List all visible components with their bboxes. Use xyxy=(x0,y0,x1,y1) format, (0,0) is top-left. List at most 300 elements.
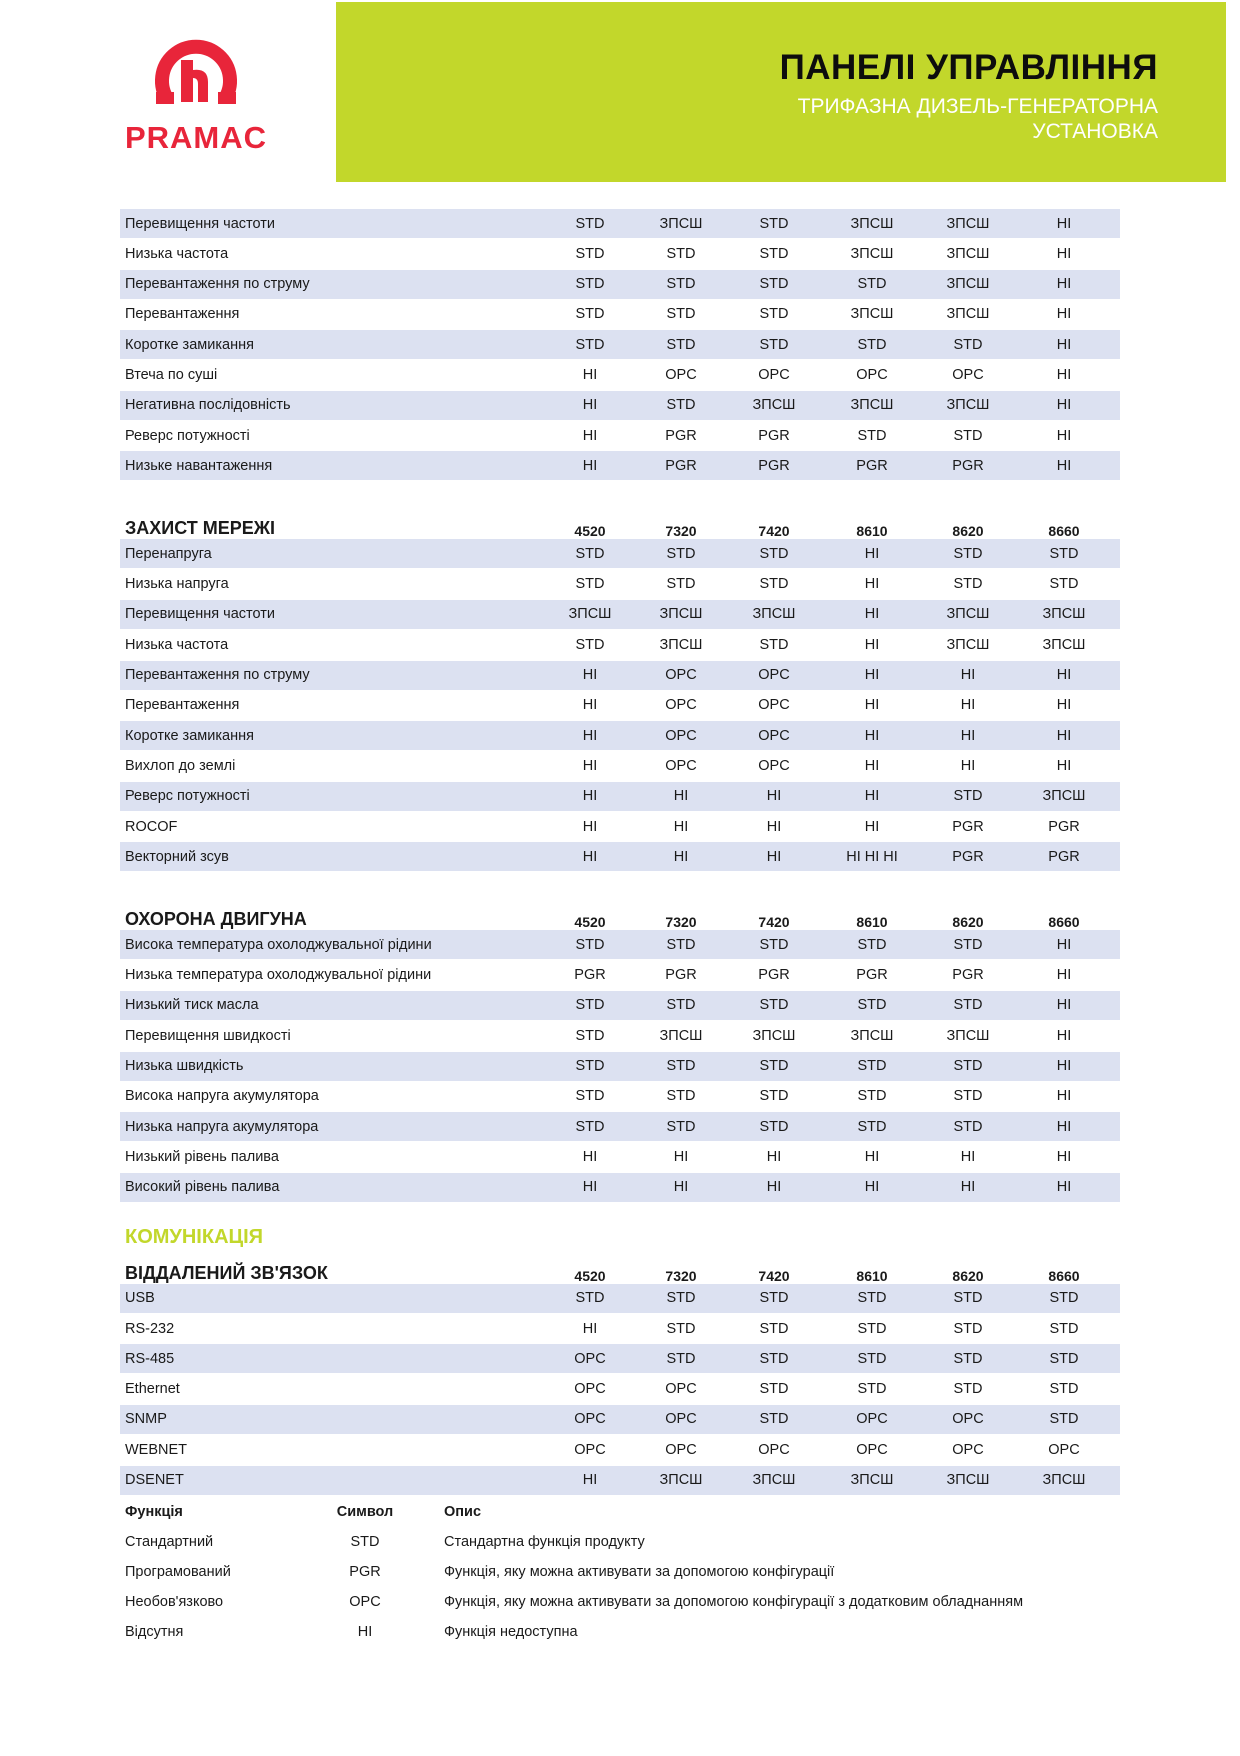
cell-col-1: НІ xyxy=(582,788,598,805)
cell-col-1: PGR xyxy=(574,967,606,984)
legend-symbol: OPC xyxy=(349,1593,381,1610)
section-title: ОХОРОНА ДВИГУНА xyxy=(125,909,307,930)
row-label: Вихлоп до землі xyxy=(125,757,236,774)
cell-col-4: PGR xyxy=(856,967,888,984)
cell-col-5: ЗПСШ xyxy=(946,215,990,232)
legend-symbol: STD xyxy=(350,1533,380,1550)
table-row xyxy=(120,570,1120,599)
generator-protection-table xyxy=(120,209,1120,480)
cell-col-4: НІ xyxy=(864,545,880,562)
cell-col-6: OPC xyxy=(1048,1441,1080,1458)
row-label: Перенапруга xyxy=(125,545,212,562)
row-label: Реверс потужності xyxy=(125,788,250,805)
table-row xyxy=(120,782,1120,811)
cell-col-3: PGR xyxy=(758,457,790,474)
row-label: Перевантаження xyxy=(125,306,240,323)
table-row xyxy=(120,1142,1120,1171)
cell-col-1: OPC xyxy=(574,1441,606,1458)
cell-col-6: STD xyxy=(1049,1290,1079,1307)
table-row xyxy=(120,1466,1120,1495)
row-label: Низька частота xyxy=(125,636,229,653)
cell-col-3: ЗПСШ xyxy=(752,1027,796,1044)
row-label: Ethernet xyxy=(125,1381,180,1398)
legend-function: Програмований xyxy=(125,1563,231,1580)
subtitle-line-2: УСТАНОВКА xyxy=(1032,120,1158,143)
cell-col-5: ЗПСШ xyxy=(946,397,990,414)
row-label: Перевищення частоти xyxy=(125,215,275,232)
cell-col-2: STD xyxy=(666,1350,696,1367)
cell-col-4: НІ xyxy=(864,1148,880,1165)
model-header-3: 7420 xyxy=(758,1267,790,1284)
cell-col-4: НІ xyxy=(864,727,880,744)
cell-col-5: OPC xyxy=(952,1411,984,1428)
engine-protection-header xyxy=(120,897,1120,930)
cell-col-4: OPC xyxy=(856,1441,888,1458)
cell-col-5: ЗПСШ xyxy=(946,636,990,653)
cell-col-2: OPC xyxy=(665,727,697,744)
cell-col-2: STD xyxy=(666,1118,696,1135)
cell-col-4: НІ xyxy=(864,576,880,593)
cell-col-5: PGR xyxy=(952,818,984,835)
table-row xyxy=(120,691,1120,720)
cell-col-6: НІ xyxy=(1056,336,1072,353)
cell-col-6: НІ xyxy=(1056,757,1072,774)
cell-col-2: OPC xyxy=(665,1411,697,1428)
cell-col-4: ЗПСШ xyxy=(850,397,894,414)
cell-col-5: STD xyxy=(953,1088,983,1105)
cell-col-3: STD xyxy=(759,306,789,323)
spec-content xyxy=(120,209,1120,1647)
cell-col-4: НІ xyxy=(864,757,880,774)
cell-col-4: ЗПСШ xyxy=(850,306,894,323)
cell-col-4: STD xyxy=(857,1290,887,1307)
table-row xyxy=(120,721,1120,750)
cell-col-3: STD xyxy=(759,1088,789,1105)
legend-symbol-header: Символ xyxy=(336,1503,394,1520)
page-title: ПАНЕЛІ УПРАВЛІННЯ xyxy=(779,48,1158,87)
cell-col-6: НІ xyxy=(1056,936,1072,953)
cell-col-2: НІ xyxy=(673,1148,689,1165)
cell-col-4: STD xyxy=(857,336,887,353)
subtitle-line-1: ТРИФАЗНА ДИЗЕЛЬ-ГЕНЕРАТОРНА xyxy=(797,95,1158,118)
cell-col-5: STD xyxy=(953,336,983,353)
row-label: SNMP xyxy=(125,1411,167,1428)
model-header-5: 8620 xyxy=(952,914,984,931)
cell-col-1: OPC xyxy=(574,1381,606,1398)
cell-col-3: STD xyxy=(759,545,789,562)
cell-col-5: STD xyxy=(953,936,983,953)
table-row xyxy=(120,991,1120,1020)
cell-col-6: НІ xyxy=(1056,1027,1072,1044)
cell-col-4: НІ xyxy=(864,606,880,623)
table-row xyxy=(120,751,1120,780)
cell-col-4: НІ xyxy=(864,818,880,835)
cell-col-6: НІ xyxy=(1056,276,1072,293)
cell-col-6: НІ xyxy=(1056,427,1072,444)
cell-col-5: STD xyxy=(953,576,983,593)
cell-col-6: STD xyxy=(1049,1320,1079,1337)
cell-col-6: НІ xyxy=(1056,997,1072,1014)
cell-col-1: OPC xyxy=(574,1411,606,1428)
row-label: Низький рівень палива xyxy=(125,1148,279,1165)
legend-header xyxy=(120,1497,1120,1527)
row-label: Висока температура охолоджувальної рідини xyxy=(125,936,432,953)
cell-col-1: НІ xyxy=(582,457,598,474)
model-header-2: 7320 xyxy=(665,523,697,540)
cell-col-6: STD xyxy=(1049,545,1079,562)
mains-protection-table xyxy=(120,539,1120,871)
cell-col-3: STD xyxy=(759,1290,789,1307)
cell-col-4: НІ xyxy=(864,636,880,653)
row-label: Низька частота xyxy=(125,245,229,262)
cell-col-4: OPC xyxy=(856,1411,888,1428)
cell-col-2: STD xyxy=(666,1290,696,1307)
cell-col-1: STD xyxy=(575,636,605,653)
cell-col-3: OPC xyxy=(758,727,790,744)
cell-col-2: OPC xyxy=(665,757,697,774)
table-row xyxy=(120,360,1120,389)
pramac-logo xyxy=(98,22,294,154)
cell-col-3: НІ xyxy=(766,788,782,805)
cell-col-2: ЗПСШ xyxy=(659,1472,703,1488)
table-row xyxy=(120,1052,1120,1081)
cell-col-4: НІ xyxy=(864,697,880,714)
table-row xyxy=(120,812,1120,841)
table-row xyxy=(120,1021,1120,1050)
cell-col-3: STD xyxy=(759,1411,789,1428)
row-label: ROCOF xyxy=(125,818,178,835)
cell-col-5: ЗПСШ xyxy=(946,276,990,293)
cell-col-6: ЗПСШ xyxy=(1042,1472,1086,1488)
row-label: Реверс потужності xyxy=(125,427,250,444)
cell-col-6: НІ xyxy=(1056,1118,1072,1135)
row-label: Низький тиск масла xyxy=(125,997,259,1014)
row-label: Коротке замикання xyxy=(125,727,254,744)
cell-col-1: НІ xyxy=(582,818,598,835)
legend-function: Відсутня xyxy=(125,1623,184,1640)
cell-col-1: STD xyxy=(575,245,605,262)
row-label: Перевантаження по струму xyxy=(125,667,310,684)
cell-col-6: STD xyxy=(1049,576,1079,593)
cell-col-2: PGR xyxy=(665,457,697,474)
table-row xyxy=(120,630,1120,659)
legend-row xyxy=(120,1587,1120,1617)
communication-title: КОМУНІКАЦІЯ xyxy=(125,1225,264,1248)
cell-col-3: STD xyxy=(759,636,789,653)
row-label: Коротке замикання xyxy=(125,336,254,353)
row-label: Перевищення частоти xyxy=(125,606,275,623)
cell-col-1: ЗПСШ xyxy=(568,606,612,623)
cell-col-5: STD xyxy=(953,1350,983,1367)
legend-symbol: НІ xyxy=(357,1623,373,1640)
cell-col-3: OPC xyxy=(758,667,790,684)
row-label: Високий рівень палива xyxy=(125,1179,280,1196)
cell-col-5: НІ xyxy=(960,1148,976,1165)
cell-col-2: ЗПСШ xyxy=(659,636,703,653)
cell-col-5: STD xyxy=(953,545,983,562)
cell-col-6: НІ xyxy=(1056,727,1072,744)
cell-col-1: НІ xyxy=(582,667,598,684)
cell-col-2: OPC xyxy=(665,1381,697,1398)
table-row xyxy=(120,1082,1120,1111)
table-row xyxy=(120,600,1120,629)
row-label: Низька швидкість xyxy=(125,1058,244,1075)
cell-col-5: STD xyxy=(953,1381,983,1398)
cell-col-1: НІ xyxy=(582,727,598,744)
cell-col-3: STD xyxy=(759,1058,789,1075)
cell-col-1: STD xyxy=(575,576,605,593)
table-row xyxy=(120,961,1120,990)
cell-col-1: STD xyxy=(575,1290,605,1307)
cell-col-2: STD xyxy=(666,1088,696,1105)
table-row xyxy=(120,1405,1120,1434)
cell-col-6: PGR xyxy=(1048,848,1080,865)
table-row xyxy=(120,1284,1120,1313)
cell-col-6: НІ xyxy=(1056,1148,1072,1165)
row-label: WEBNET xyxy=(125,1441,188,1458)
model-header-6: 8660 xyxy=(1048,523,1080,540)
row-label: Висока напруга акумулятора xyxy=(125,1088,319,1105)
cell-col-6: ЗПСШ xyxy=(1042,606,1086,623)
cell-col-5: НІ xyxy=(960,757,976,774)
cell-col-5: STD xyxy=(953,1058,983,1075)
cell-col-3: STD xyxy=(759,215,789,232)
model-header-3: 7420 xyxy=(758,914,790,931)
legend-function-header: Функція xyxy=(125,1503,183,1520)
cell-col-3: НІ xyxy=(766,848,782,865)
cell-col-6: STD xyxy=(1049,1350,1079,1367)
table-row xyxy=(120,1314,1120,1343)
cell-col-5: STD xyxy=(953,1320,983,1337)
cell-col-4: НІ НІ НІ xyxy=(846,848,898,865)
row-label: Негативна послідовність xyxy=(125,397,291,414)
table-row xyxy=(120,539,1120,568)
cell-col-3: OPC xyxy=(758,1441,790,1458)
cell-col-2: ЗПСШ xyxy=(659,606,703,623)
cell-col-2: STD xyxy=(666,276,696,293)
table-row xyxy=(120,1112,1120,1141)
legend-row xyxy=(120,1617,1120,1647)
cell-col-1: НІ xyxy=(582,397,598,414)
table-row xyxy=(120,1344,1120,1373)
cell-col-2: НІ xyxy=(673,818,689,835)
row-label: Втеча по суші xyxy=(125,366,218,383)
table-row xyxy=(120,1435,1120,1464)
model-header-6: 8660 xyxy=(1048,1267,1080,1284)
cell-col-6: НІ xyxy=(1056,457,1072,474)
cell-col-2: ЗПСШ xyxy=(659,1027,703,1044)
model-header-2: 7320 xyxy=(665,1267,697,1284)
legend-table xyxy=(120,1497,1120,1647)
cell-col-2: STD xyxy=(666,306,696,323)
cell-col-2: STD xyxy=(666,1320,696,1337)
cell-col-2: STD xyxy=(666,1058,696,1075)
cell-col-5: ЗПСШ xyxy=(946,1472,990,1488)
cell-col-6: НІ xyxy=(1056,397,1072,414)
cell-col-4: ЗПСШ xyxy=(850,245,894,262)
table-row xyxy=(120,930,1120,959)
cell-col-1: STD xyxy=(575,1027,605,1044)
cell-col-1: НІ xyxy=(582,1148,598,1165)
cell-col-6: НІ xyxy=(1056,306,1072,323)
cell-col-1: НІ xyxy=(582,697,598,714)
cell-col-5: НІ xyxy=(960,667,976,684)
cell-col-3: STD xyxy=(759,336,789,353)
table-row xyxy=(120,842,1120,871)
model-header-4: 8610 xyxy=(856,914,888,931)
model-header-1: 4520 xyxy=(574,523,606,540)
cell-col-6: STD xyxy=(1049,1381,1079,1398)
cell-col-5: ЗПСШ xyxy=(946,606,990,623)
mains-protection-header xyxy=(120,506,1120,539)
row-label: Низька температура охолоджувальної рідини xyxy=(125,967,432,984)
cell-col-2: PGR xyxy=(665,967,697,984)
cell-col-5: OPC xyxy=(952,1441,984,1458)
cell-col-2: НІ xyxy=(673,788,689,805)
cell-col-1: НІ xyxy=(582,848,598,865)
model-header-2: 7320 xyxy=(665,914,697,931)
header-band xyxy=(336,2,1226,182)
cell-col-2: OPC xyxy=(665,667,697,684)
cell-col-3: STD xyxy=(759,1118,789,1135)
communication-table xyxy=(120,1284,1120,1495)
table-row xyxy=(120,421,1120,450)
legend-row xyxy=(120,1557,1120,1587)
table-row xyxy=(120,661,1120,690)
cell-col-5: PGR xyxy=(952,967,984,984)
cell-col-2: ЗПСШ xyxy=(659,215,703,232)
row-label: Низька напруга акумулятора xyxy=(125,1118,319,1135)
table-row xyxy=(120,239,1120,268)
model-header-4: 8610 xyxy=(856,1267,888,1284)
section-title: ВІДДАЛЕНИЙ ЗВ'ЯЗОК xyxy=(125,1262,328,1283)
cell-col-2: OPC xyxy=(665,697,697,714)
cell-col-6: НІ xyxy=(1056,1058,1072,1075)
cell-col-1: НІ xyxy=(582,757,598,774)
cell-col-4: STD xyxy=(857,1118,887,1135)
legend-description-header: Опис xyxy=(444,1503,482,1520)
cell-col-4: ЗПСШ xyxy=(850,1472,894,1488)
cell-col-5: STD xyxy=(953,997,983,1014)
engine-protection-table xyxy=(120,930,1120,1201)
cell-col-3: STD xyxy=(759,1350,789,1367)
cell-col-3: STD xyxy=(759,936,789,953)
cell-col-1: НІ xyxy=(582,1472,598,1488)
cell-col-6: НІ xyxy=(1056,1179,1072,1196)
cell-col-1: НІ xyxy=(582,1179,598,1196)
cell-col-3: STD xyxy=(759,1381,789,1398)
cell-col-4: ЗПСШ xyxy=(850,215,894,232)
table-row xyxy=(120,270,1120,299)
cell-col-5: ЗПСШ xyxy=(946,1027,990,1044)
cell-col-3: OPC xyxy=(758,366,790,383)
row-label: Перевищення швидкості xyxy=(125,1027,291,1044)
cell-col-2: STD xyxy=(666,936,696,953)
model-header-1: 4520 xyxy=(574,1267,606,1284)
cell-col-2: OPC xyxy=(665,366,697,383)
cell-col-5: ЗПСШ xyxy=(946,245,990,262)
cell-col-3: НІ xyxy=(766,818,782,835)
cell-col-5: PGR xyxy=(952,457,984,474)
cell-col-5: STD xyxy=(953,788,983,805)
cell-col-4: PGR xyxy=(856,457,888,474)
cell-col-2: PGR xyxy=(665,427,697,444)
row-label: USB xyxy=(125,1290,155,1307)
table-row xyxy=(120,391,1120,420)
table-row xyxy=(120,300,1120,329)
cell-col-2: OPC xyxy=(665,1441,697,1458)
cell-col-5: НІ xyxy=(960,1179,976,1196)
table-row xyxy=(120,209,1120,238)
cell-col-6: НІ xyxy=(1056,967,1072,984)
cell-col-3: STD xyxy=(759,276,789,293)
cell-col-3: STD xyxy=(759,245,789,262)
section-title: ЗАХИСТ МЕРЕЖІ xyxy=(125,518,276,539)
cell-col-2: STD xyxy=(666,336,696,353)
cell-col-1: STD xyxy=(575,997,605,1014)
cell-col-3: STD xyxy=(759,1320,789,1337)
cell-col-3: PGR xyxy=(758,967,790,984)
cell-col-3: OPC xyxy=(758,697,790,714)
row-label: DSENET xyxy=(125,1472,184,1488)
model-header-4: 8610 xyxy=(856,523,888,540)
table-row xyxy=(120,1173,1120,1202)
cell-col-5: STD xyxy=(953,427,983,444)
cell-col-2: НІ xyxy=(673,848,689,865)
legend-description: Функція, яку можна активувати за допомогою конфігурації з додатковим обладнанням xyxy=(444,1593,1024,1610)
cell-col-5: STD xyxy=(953,1290,983,1307)
cell-col-1: НІ xyxy=(582,366,598,383)
model-header-5: 8620 xyxy=(952,523,984,540)
cell-col-1: НІ xyxy=(582,1320,598,1337)
cell-col-1: OPC xyxy=(574,1350,606,1367)
model-header-1: 4520 xyxy=(574,914,606,931)
model-header-6: 8660 xyxy=(1048,914,1080,931)
cell-col-2: STD xyxy=(666,997,696,1014)
cell-col-3: НІ xyxy=(766,1179,782,1196)
row-label: RS-485 xyxy=(125,1350,175,1367)
cell-col-3: STD xyxy=(759,997,789,1014)
legend-row xyxy=(120,1527,1120,1557)
cell-col-6: НІ xyxy=(1056,245,1072,262)
cell-col-5: НІ xyxy=(960,727,976,744)
row-label: Низьке навантаження xyxy=(125,457,273,474)
legend-function: Стандартний xyxy=(125,1533,214,1550)
cell-col-6: ЗПСШ xyxy=(1042,636,1086,653)
cell-col-2: STD xyxy=(666,545,696,562)
cell-col-6: НІ xyxy=(1056,1088,1072,1105)
cell-col-2: STD xyxy=(666,245,696,262)
cell-col-4: STD xyxy=(857,427,887,444)
cell-col-3: PGR xyxy=(758,427,790,444)
cell-col-6: PGR xyxy=(1048,818,1080,835)
remote-communication-header xyxy=(120,1254,1120,1284)
legend-description: Стандартна функція продукту xyxy=(444,1533,645,1550)
cell-col-1: STD xyxy=(575,1088,605,1105)
cell-col-3: STD xyxy=(759,576,789,593)
cell-col-6: НІ xyxy=(1056,667,1072,684)
cell-col-6: ЗПСШ xyxy=(1042,788,1086,805)
cell-col-4: STD xyxy=(857,1381,887,1398)
row-label: Низька напруга xyxy=(125,576,229,593)
cell-col-4: ЗПСШ xyxy=(850,1027,894,1044)
cell-col-1: STD xyxy=(575,1058,605,1075)
cell-col-4: STD xyxy=(857,1058,887,1075)
cell-col-6: НІ xyxy=(1056,697,1072,714)
model-header-5: 8620 xyxy=(952,1267,984,1284)
cell-col-4: OPC xyxy=(856,366,888,383)
cell-col-4: STD xyxy=(857,276,887,293)
